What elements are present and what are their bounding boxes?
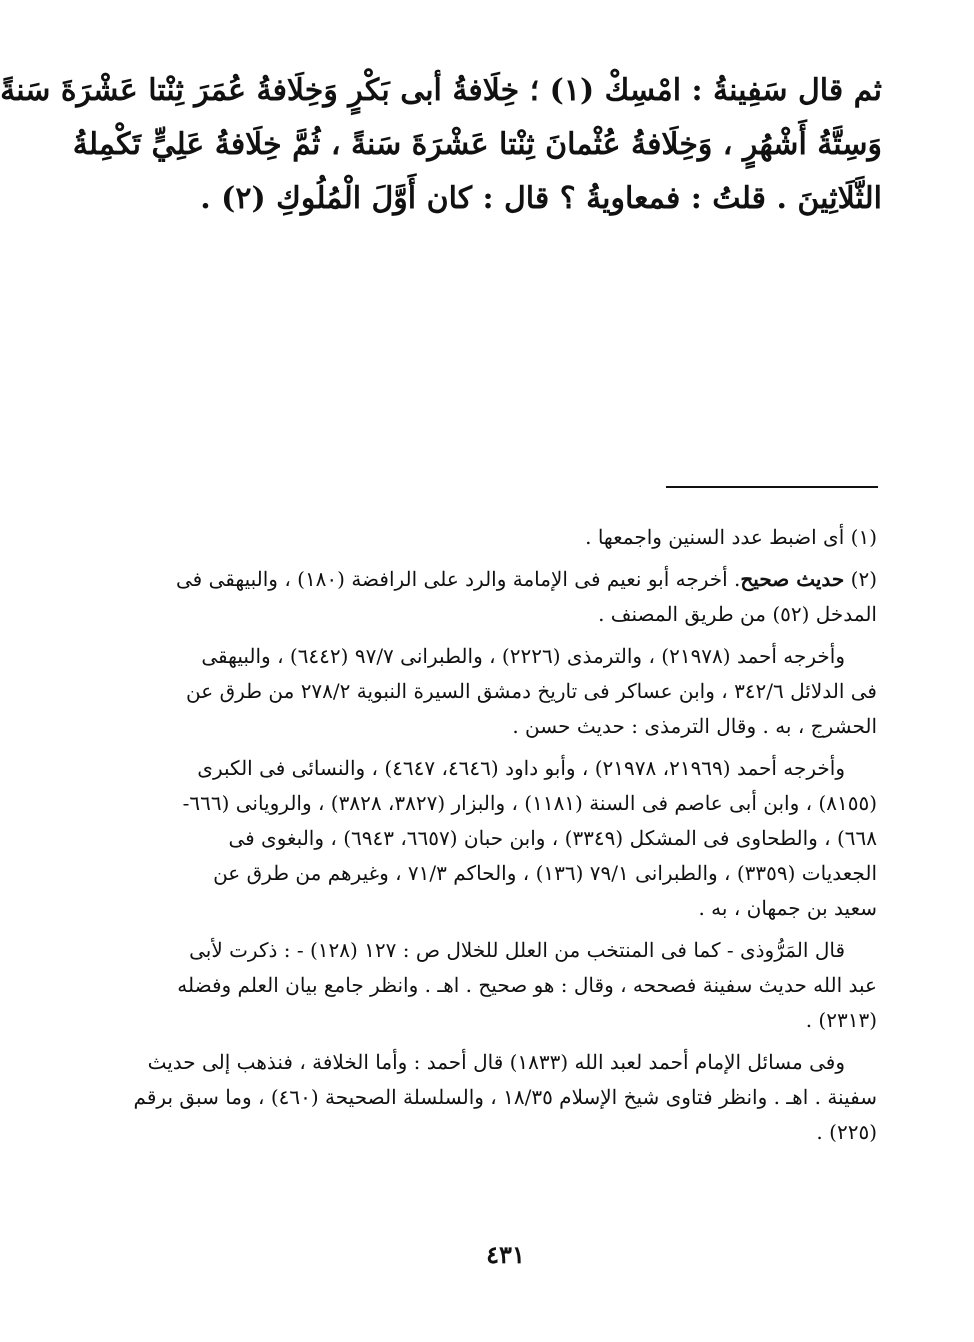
footnote-text: . أخرجه أبو نعيم فى الإمامة والرد على الرافضة (١٨٠) ، والبيهقى فى xyxy=(175,567,741,591)
footnote-line: سفينة . اهـ . وانظر فتاوى شيخ الإسلام ١٨/٣٥ ، والسلسلة الصحيحة (٤٦٠) ، وما سبق برقم xyxy=(133,1085,877,1109)
footnote-line: الجعديات (٣٣٥٩) ، والطبرانى ٧٩/١ (١٣٦) ، والحاكم ٧١/٣ ، وغيرهم من طرق عن xyxy=(213,861,877,885)
hadith-grade: حديث صحيح xyxy=(740,567,845,591)
footnote-line: المدخل (٥٢) من طريق المصنف . xyxy=(598,602,877,626)
footnote-line: فى الدلائل ٣٤٢/٦ ، وابن عساكر فى تاريخ دمشق السيرة النبوية ٢٧٨/٢ من طرق عن xyxy=(186,679,877,703)
main-text-line: وَسِتَّةُ أَشْهُرٍ ، وَخِلَافةُ عُثْمانَ ثِنْتا عَشْرَةَ سَنةً ، ثُمَّ خِلَافةُ عَلِيٍّ تَكْمِلةُ xyxy=(72,127,882,162)
main-text-line: ثم قال سَفِينةُ : امْسِكْ (١) ؛ خِلَافةُ أبى بَكْرٍ وَخِلَافةُ عُمَرَ ثِنْتا عَشْرَةَ سَنةً xyxy=(0,73,882,108)
main-text-line: الثَّلَاثِينَ . قلتُ : فمعاويةُ ؟ قال : كان أَوَّلَ الْمُلُوكِ (٢) . xyxy=(200,181,882,216)
footnote-line: وفى مسائل الإمام أحمد لعبد الله (١٨٣٣) قال أحمد : وأما الخلافة ، فنذهب إلى حديث xyxy=(147,1050,845,1074)
footnote-line xyxy=(162,562,877,597)
footnote-divider xyxy=(666,486,878,488)
footnote-line: (١) أى اضبط عدد السنين واجمعها . xyxy=(585,525,877,549)
footnote-paragraph-ahmad-1 xyxy=(162,639,877,744)
footnote-line: الحشرج ، به . وقال الترمذى : حديث حسن . xyxy=(512,714,877,738)
footnote-line: (٢٣١٣) . xyxy=(805,1008,877,1032)
main-text xyxy=(0,64,882,226)
footnote-line: ٦٦٨) ، والطحاوى فى المشكل (٣٣٤٩) ، وابن حبان (٦٦٥٧، ٦٩٤٣) ، والبغوى فى xyxy=(228,826,877,850)
footnote-paragraph-ahmad-2 xyxy=(162,751,877,926)
footnote-1 xyxy=(162,520,877,555)
footnote-number: (٢) xyxy=(844,567,877,591)
page-number: ٤٣١ xyxy=(486,1240,525,1269)
footnote-paragraph-marwazi xyxy=(162,933,877,1038)
footnote-line: عبد الله حديث سفينة فصححه ، وقال : هو صحيح . اهـ . وانظر جامع بيان العلم وفضله xyxy=(177,973,877,997)
footnote-paragraph-masail xyxy=(133,1045,877,1150)
footnote-line: وأخرجه أحمد (٢١٩٦٩، ٢١٩٧٨) ، وأبو داود (٤٦٤٦، ٤٦٤٧) ، والنسائى فى الكبرى xyxy=(197,756,845,780)
footnote-line: قال المَرُّوذى - كما فى المنتخب من العلل للخلال ص : ١٢٧ (١٢٨) - : ذكرت لأبى xyxy=(189,938,845,962)
footnote-2 xyxy=(162,562,877,632)
footnote-line: (٨١٥٥) ، وابن أبى عاصم فى السنة (١١٨١) ، والبزار (٣٨٢٧، ٣٨٢٨) ، والرويانى (٦٦٦- xyxy=(182,791,877,815)
footnote-line: سعيد بن جمهان ، به . xyxy=(698,896,877,920)
footnotes xyxy=(133,520,877,1157)
footnote-line: وأخرجه أحمد (٢١٩٧٨) ، والترمذى (٢٢٢٦) ، والطبرانى ٩٧/٧ (٦٤٤٢) ، والبيهقى xyxy=(201,644,845,668)
footnote-line: (٢٢٥) . xyxy=(816,1120,877,1144)
